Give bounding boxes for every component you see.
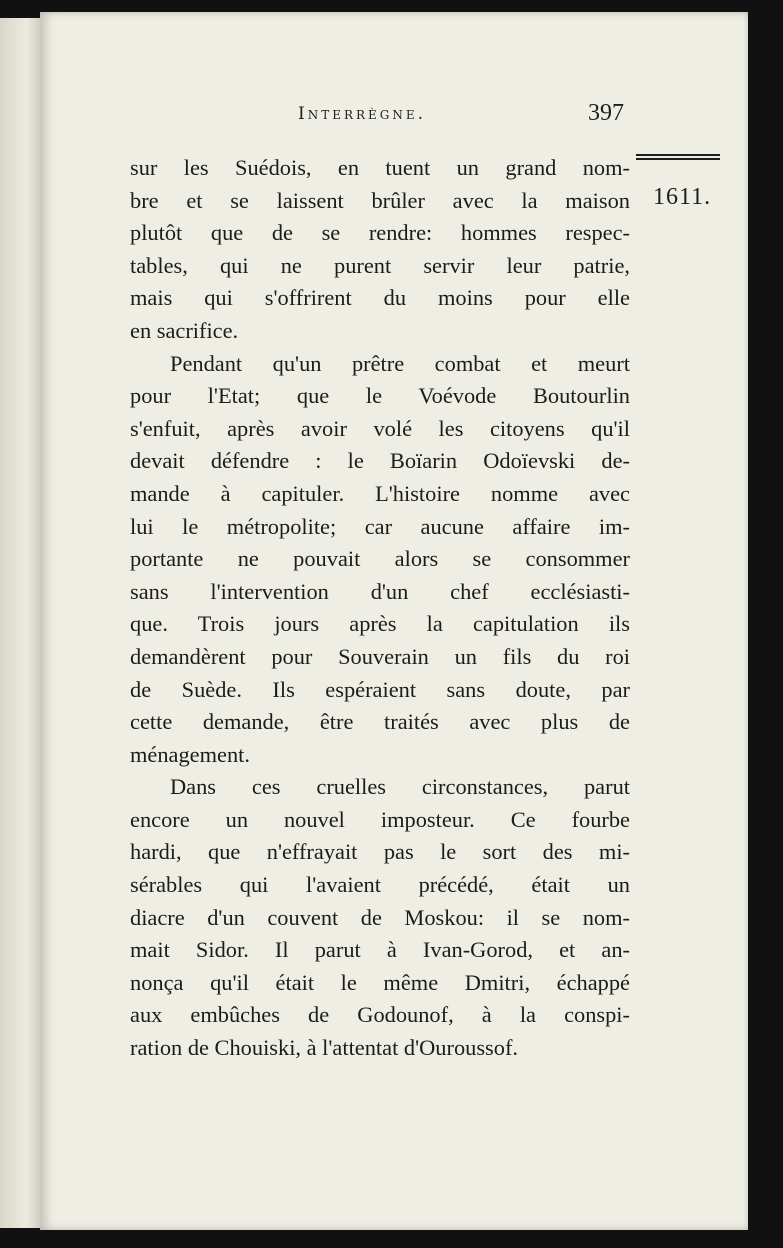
text-line: hardi, que n'effrayait pas le sort des mi- bbox=[130, 839, 630, 865]
text-line: devait défendre : le Boïarin Odoïevski de- bbox=[130, 448, 630, 474]
text-line: pour l'Etat; que le Voévode Boutourlin bbox=[130, 383, 630, 409]
text-line: de Suède. Ils espéraient sans doute, par bbox=[130, 676, 630, 702]
book-page bbox=[40, 12, 748, 1230]
paragraph-1 bbox=[130, 152, 630, 348]
text-line: mait Sidor. Il parut à Ivan-Gorod, et an- bbox=[130, 937, 630, 963]
text-line: sérables qui l'avaient précédé, était un bbox=[130, 872, 630, 898]
text-line: s'enfuit, après avoir volé les citoyens qu'il bbox=[130, 415, 630, 441]
text-line: diacre d'un couvent de Moskou: il se nom- bbox=[130, 904, 630, 930]
text-line: cette demande, être traités avec plus de bbox=[130, 709, 630, 735]
text-line: mande à capituler. L'histoire nomme avec bbox=[130, 480, 630, 506]
text-line: bre et se laissent brûler avec la maison bbox=[130, 187, 630, 213]
paragraph-2 bbox=[130, 348, 630, 772]
text-line: sur les Suédois, en tuent un grand nom- bbox=[130, 155, 630, 180]
text-line: lui le métropolite; car aucune affaire im- bbox=[130, 513, 630, 539]
facing-page-edge bbox=[0, 18, 44, 1228]
text-line: portante ne pouvait alors se consommer bbox=[130, 546, 630, 572]
page-number: 397 bbox=[588, 100, 624, 126]
text-line: Pendant qu'un prêtre combat et meurt bbox=[170, 350, 630, 376]
text-line: Dans ces cruelles circonstances, parut bbox=[170, 774, 630, 800]
text-line: sans l'intervention d'un chef ecclésiasti- bbox=[130, 578, 630, 604]
text-line: ménagement. bbox=[130, 741, 250, 767]
margin-year: 1611. bbox=[653, 184, 712, 210]
text-line: que. Trois jours après la capitulation ils bbox=[130, 611, 630, 637]
running-title: Interrègne. bbox=[298, 104, 427, 124]
margin-rule bbox=[636, 154, 720, 160]
text-line: ration de Chouiski, à l'attentat d'Ouroussof. bbox=[130, 1035, 519, 1061]
text-line: nonça qu'il était le même Dmitri, échappé bbox=[130, 969, 630, 995]
body-text bbox=[130, 152, 630, 1065]
text-line: demandèrent pour Souverain un fils du roi bbox=[130, 643, 630, 669]
text-line: mais qui s'offrirent du moins pour elle bbox=[130, 285, 630, 311]
text-line: en sacrifice. bbox=[130, 317, 239, 343]
text-line: encore un nouvel imposteur. Ce fourbe bbox=[130, 806, 630, 832]
paragraph-3 bbox=[130, 771, 630, 1064]
text-line: tables, qui ne purent servir leur patrie, bbox=[130, 252, 630, 278]
text-line: aux embûches de Godounof, à la conspi- bbox=[130, 1002, 630, 1028]
text-line: plutôt que de se rendre: hommes respec- bbox=[130, 220, 630, 246]
